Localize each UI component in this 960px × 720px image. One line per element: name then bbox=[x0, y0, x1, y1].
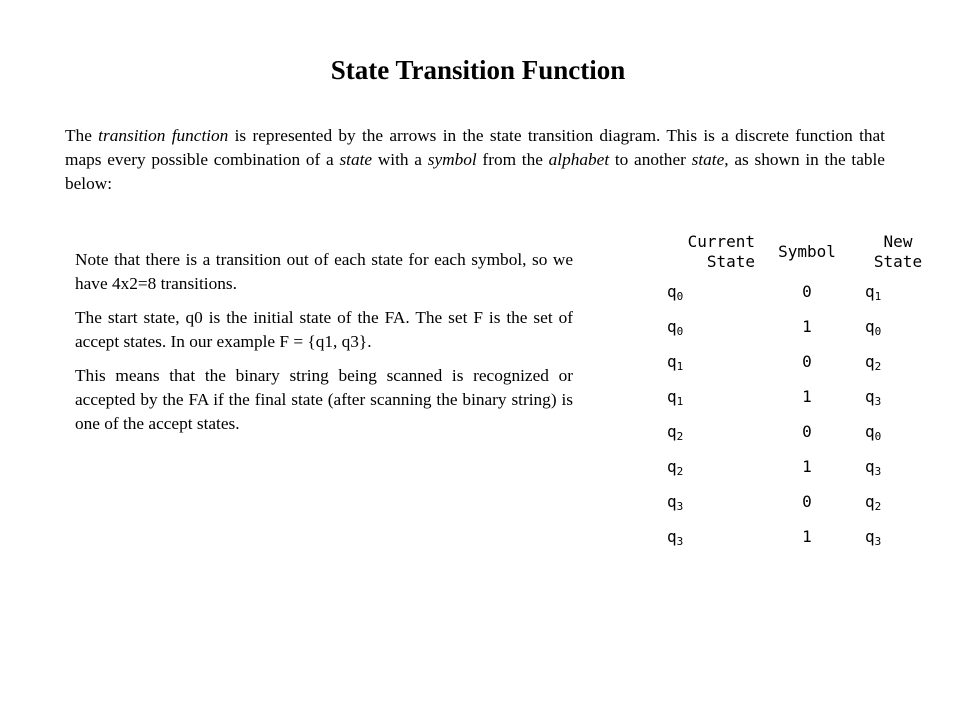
table-row bbox=[620, 484, 941, 519]
state-letter: q bbox=[667, 386, 677, 406]
cell-new-state bbox=[855, 484, 941, 519]
cell-current-state bbox=[620, 274, 759, 309]
state-index: 2 bbox=[874, 359, 882, 373]
state-index: 2 bbox=[676, 464, 684, 478]
cell-current-state bbox=[620, 379, 759, 414]
cell-symbol: 1 bbox=[802, 456, 812, 476]
transition-table-body bbox=[620, 274, 941, 554]
state-index: 3 bbox=[676, 499, 684, 513]
cell-new-state bbox=[855, 414, 941, 449]
table-row bbox=[620, 379, 941, 414]
cell-new-state bbox=[855, 449, 941, 484]
state-letter: q bbox=[667, 351, 677, 371]
cell-current-state bbox=[620, 344, 759, 379]
intro-text: to another bbox=[609, 150, 692, 169]
header-symbol: Symbol bbox=[778, 242, 836, 261]
state-letter: q bbox=[865, 456, 875, 476]
transition-table-header-row bbox=[620, 230, 941, 274]
state-index: 1 bbox=[676, 359, 684, 373]
table-row bbox=[620, 414, 941, 449]
cell-current-state bbox=[620, 519, 759, 554]
intro-term-transition-function: transition function bbox=[98, 126, 229, 145]
intro-text: from the bbox=[476, 150, 549, 169]
state-letter: q bbox=[865, 421, 875, 441]
state-letter: q bbox=[865, 351, 875, 371]
state-letter: q bbox=[865, 316, 875, 336]
table-row bbox=[620, 309, 941, 344]
cell-current-state bbox=[620, 484, 759, 519]
intro-term-state: state bbox=[691, 150, 725, 169]
table-row bbox=[620, 519, 941, 554]
state-letter: q bbox=[865, 386, 875, 406]
header-new-state: New State bbox=[873, 232, 923, 271]
intro-text: , as shown in the table below: bbox=[65, 150, 885, 193]
intro-term-state: state bbox=[339, 150, 373, 169]
table-row bbox=[620, 344, 941, 379]
state-index: 0 bbox=[676, 289, 684, 303]
state-index: 3 bbox=[874, 464, 882, 478]
intro-text: is represented by the arrows in the state transition diagram. This is a discrete function that maps every possible combination of a bbox=[65, 126, 885, 169]
header-current-state: Current State bbox=[687, 232, 755, 271]
intro-paragraph bbox=[65, 124, 885, 196]
state-letter: q bbox=[865, 526, 875, 546]
cell-current-state bbox=[620, 309, 759, 344]
cell-symbol: 1 bbox=[802, 316, 812, 336]
state-letter: q bbox=[667, 491, 677, 511]
cell-current-state bbox=[620, 414, 759, 449]
slide-title: State Transition Function bbox=[330, 55, 626, 85]
cell-symbol: 0 bbox=[802, 281, 812, 301]
cell-new-state bbox=[855, 519, 941, 554]
cell-new-state bbox=[855, 344, 941, 379]
state-index: 0 bbox=[676, 324, 684, 338]
cell-new-state bbox=[855, 379, 941, 414]
state-index: 3 bbox=[676, 534, 684, 548]
cell-symbol: 0 bbox=[802, 421, 812, 441]
state-index: 3 bbox=[874, 394, 882, 408]
note-acceptance: This means that the binary string being scanned is recognized or accepted by the FA if the final state (after scanning the binary string) is one of the accept states. bbox=[75, 366, 573, 433]
state-letter: q bbox=[667, 526, 677, 546]
cell-symbol: 1 bbox=[802, 386, 812, 406]
table-row bbox=[620, 274, 941, 309]
note-start-state: The start state, q0 is the initial state of the FA. The set F is the set of accept states. In our example F = {q1, q3}. bbox=[75, 308, 573, 351]
intro-text: The bbox=[65, 126, 99, 145]
cell-current-state bbox=[620, 449, 759, 484]
state-index: 0 bbox=[874, 429, 882, 443]
note-transitions-count: Note that there is a transition out of each state for each symbol, so we have 4x2=8 transitions. bbox=[75, 250, 573, 293]
state-letter: q bbox=[667, 421, 677, 441]
state-letter: q bbox=[667, 281, 677, 301]
state-index: 1 bbox=[676, 394, 684, 408]
intro-text: with a bbox=[372, 150, 428, 169]
state-index: 1 bbox=[874, 289, 882, 303]
intro-term-symbol: symbol bbox=[427, 150, 477, 169]
cell-new-state bbox=[855, 274, 941, 309]
state-letter: q bbox=[865, 281, 875, 301]
notes-block bbox=[75, 248, 573, 446]
cell-new-state bbox=[855, 309, 941, 344]
cell-symbol: 0 bbox=[802, 351, 812, 371]
state-index: 2 bbox=[874, 499, 882, 513]
state-index: 0 bbox=[874, 324, 882, 338]
state-letter: q bbox=[865, 491, 875, 511]
transition-table bbox=[620, 230, 941, 554]
state-letter: q bbox=[667, 316, 677, 336]
cell-symbol: 0 bbox=[802, 491, 812, 511]
state-letter: q bbox=[667, 456, 677, 476]
cell-symbol: 1 bbox=[802, 526, 812, 546]
state-index: 3 bbox=[874, 534, 882, 548]
intro-term-alphabet: alphabet bbox=[548, 150, 610, 169]
state-index: 2 bbox=[676, 429, 684, 443]
table-row bbox=[620, 449, 941, 484]
